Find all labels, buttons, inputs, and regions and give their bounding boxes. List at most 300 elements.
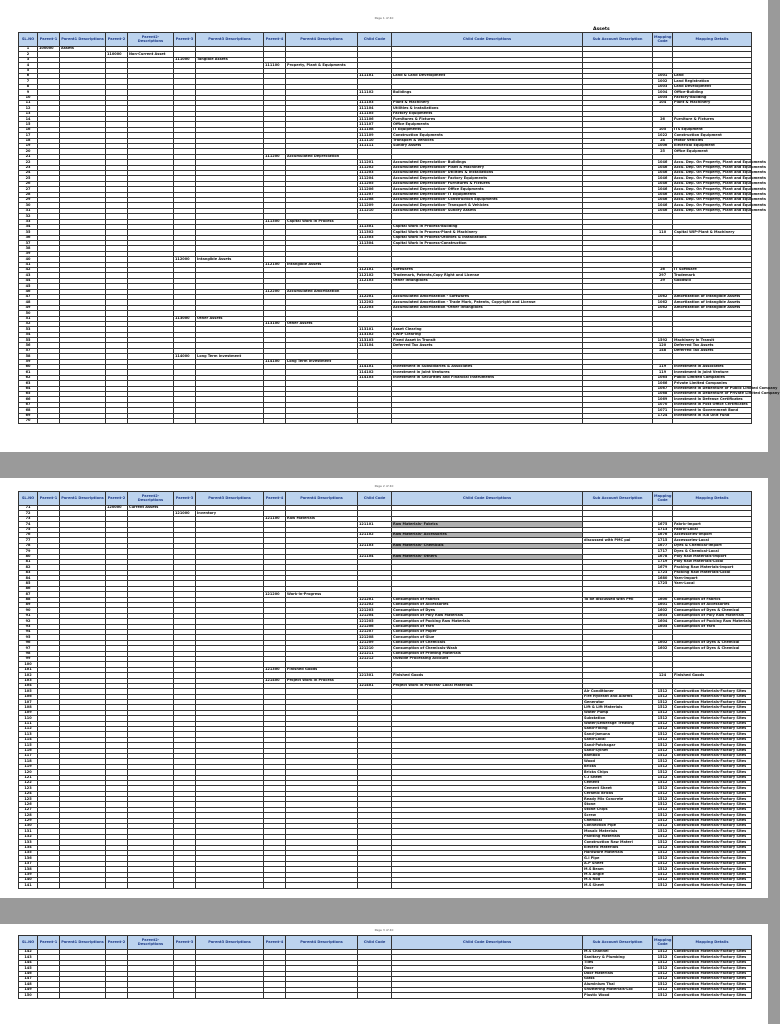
cell-mapping-details: Construction Materials-Factory Sites xyxy=(673,716,752,721)
cell-mapping-details: Accu. Dep. On Property, Plant and Equipments xyxy=(674,175,766,180)
cell-child-desc: Consumption of Dyes xyxy=(392,608,583,613)
cell-mapping-details: Investment in Debenture of Private Limited Company xyxy=(674,391,780,396)
cell-mapping-code: 1512 xyxy=(653,743,673,748)
cell-sl-no: 142 xyxy=(19,950,38,955)
cell-mapping-code: 105 xyxy=(653,127,673,132)
header-child-code: Child Code xyxy=(358,936,392,950)
cell-child-code: 121401 xyxy=(358,683,392,688)
cell-mapping-details: Construction Materials-Factory Sites xyxy=(673,877,752,882)
cell-sl-no: 115 xyxy=(19,743,38,748)
cell-mapping-code: 1512 xyxy=(653,807,673,812)
header-row xyxy=(19,33,752,47)
cell-sl-no: 27 xyxy=(19,187,38,192)
cell-mapping-details: Construction Materials-Factory Sites xyxy=(673,818,752,823)
cell-mapping-code: 1512 xyxy=(653,872,673,877)
cell-child-desc: Project Work in Process- Local Materials xyxy=(392,683,583,688)
cell-mapping-code: 1005 xyxy=(653,95,673,100)
sheet-page-1 xyxy=(0,0,780,452)
cell-sl-no: 72 xyxy=(19,511,38,516)
cell-sl-no: 41 xyxy=(19,262,38,267)
sheet-page-3 xyxy=(0,924,768,1024)
cell-parent-3: 112000 xyxy=(174,257,196,262)
cell-sub-account-desc: Hardware Materials xyxy=(583,851,653,856)
cell-child-code: 121212 xyxy=(358,656,392,661)
cell-mapping-code: 1046 xyxy=(653,197,673,202)
cell-mapping-details: Consumption of Fabrics xyxy=(673,597,752,602)
cell-mapping-code: 1067 xyxy=(653,386,673,391)
cell-parent-4: 112200 xyxy=(264,289,286,294)
header-parent-1-desc: Parent1 Descriptions xyxy=(60,936,106,950)
cell-mapping-code: 1512 xyxy=(653,764,673,769)
cell-sl-no: 10 xyxy=(19,95,38,100)
cell-mapping-code: 1512 xyxy=(653,705,673,710)
cell-sub-account-desc: Bricks xyxy=(583,764,653,769)
cell-sub-account-desc: discussed with PMC pol xyxy=(583,538,653,543)
cell-child-desc: Accumulated Depreciation- Office Equipments xyxy=(392,187,583,192)
cell-mapping-code: 1065 xyxy=(653,375,673,380)
cell-mapping-code: 1602 xyxy=(653,640,673,645)
cell-mapping-code: 1046 xyxy=(653,181,673,186)
cell-sl-no: 86 xyxy=(19,586,38,591)
cell-sub-account-desc: Air Conditioner xyxy=(583,689,653,694)
cell-mapping-details: Construction Materials-Factory Sites xyxy=(673,966,752,971)
cell-child-desc: Capital Work in Process-Construction xyxy=(392,241,583,246)
cell-sl-no: 123 xyxy=(19,786,38,791)
cell-sl-no: 63 xyxy=(19,381,38,386)
cell-mapping-details: Accu. Dep. On Property, Plant and Equipments xyxy=(674,208,766,213)
table-row xyxy=(19,993,752,998)
cell-child-desc: Accumulated Depreciation- Construction Equipments xyxy=(392,197,583,202)
cell-child-code: 113101 xyxy=(358,327,392,332)
cell-sl-no: 60 xyxy=(19,365,38,370)
cell-sl-no: 14 xyxy=(19,117,38,122)
cell-child-desc: Consumption of Chemicals xyxy=(392,640,583,645)
cell-mapping-details: Construction Materials-Factory Sites xyxy=(673,872,752,877)
cell-sub-account-desc: Lift & Lift Materials xyxy=(583,705,653,710)
cell-mapping-code: 1512 xyxy=(653,834,673,839)
header-parent-3-desc: Parent3 Descriptions xyxy=(196,492,264,506)
cell-parent-2: 120000 xyxy=(106,506,128,511)
cell-sl-no: 11 xyxy=(19,100,38,105)
cell-sl-no: 71 xyxy=(19,506,38,511)
cell-child-desc: Accumulated Amortization - Trade Mark, Patents, Copyright and License xyxy=(392,300,583,305)
cell-mapping-details: Construction Materials-Factory Sites xyxy=(673,689,752,694)
cell-mapping-details: Construction Materials-Factory Sites xyxy=(673,748,752,753)
cell-child-desc: Construction Equipments xyxy=(392,133,583,138)
cell-mapping-details: Fabric-Local xyxy=(673,527,752,532)
cell-sl-no: 61 xyxy=(19,370,38,375)
cell-sl-no: 137 xyxy=(19,861,38,866)
cell-sub-account-desc: M.S Angle xyxy=(583,872,653,877)
cell-sl-no: 15 xyxy=(19,122,38,127)
cell-sl-no: 50 xyxy=(19,311,38,316)
cell-mapping-code: 1679 xyxy=(653,565,673,570)
cell-mapping-code: 1604 xyxy=(653,619,673,624)
cell-mapping-details: Private Limited Companies xyxy=(673,381,752,386)
cell-sl-no: 107 xyxy=(19,700,38,705)
cell-child-desc: Accumulated Depreciation- Plant & Machinery xyxy=(392,165,583,170)
cell-child-code: 121104 xyxy=(358,554,392,559)
cell-sl-no: 127 xyxy=(19,807,38,812)
cell-parent-3: 111000 xyxy=(174,57,196,62)
header-parent-3: Parent-3 xyxy=(174,33,196,47)
cell-mapping-code: 1066 xyxy=(653,381,673,386)
cell-child-desc: Deferred Tax Assets xyxy=(392,343,583,348)
cell-mapping-code: 104 xyxy=(653,100,673,105)
cell-parent-3: 113000 xyxy=(174,316,196,321)
cell-sl-no: 79 xyxy=(19,549,38,554)
cell-child-code: 121204 xyxy=(358,613,392,618)
cell-child-code: 112101 xyxy=(358,268,392,273)
cell-sl-no: 62 xyxy=(19,375,38,380)
cell-sl-no: 54 xyxy=(19,332,38,337)
cell-mapping-details: Accessories-Local xyxy=(673,538,752,543)
cell-mapping-code: 1601 xyxy=(653,603,673,608)
cell-mapping-details: Construction Materials-Factory Sites xyxy=(673,829,752,834)
cell-sl-no: 125 xyxy=(19,797,38,802)
cell-child-desc: Capital Work in Process-Plant & Machinery xyxy=(392,230,583,235)
header-parent-3-desc: Parent3 Descriptions xyxy=(196,33,264,47)
cell-mapping-code: 1512 xyxy=(653,960,673,965)
cell-sub-account-desc: Substation xyxy=(583,716,653,721)
cell-child-code: 113104 xyxy=(358,343,392,348)
cell-sl-no: 31 xyxy=(19,208,38,213)
cell-parent-3-desc xyxy=(196,883,264,888)
cell-mapping-details: Investment in Joint Venture xyxy=(673,370,752,375)
cell-child-desc: Furnitures & Fixtures xyxy=(392,117,583,122)
cell-parent-2-desc xyxy=(128,993,174,998)
cell-sub-account-desc: Door xyxy=(583,966,653,971)
cell-sl-no: 67 xyxy=(19,402,38,407)
cell-sl-no: 116 xyxy=(19,748,38,753)
cell-mapping-details: Construction Materials-Factory Sites xyxy=(673,770,752,775)
cell-parent-3-desc: Long Term Investment xyxy=(196,354,264,359)
cell-parent-4-desc: Other Assets xyxy=(286,321,358,326)
cell-sl-no: 16 xyxy=(19,127,38,132)
cell-child-code: 111104 xyxy=(358,106,392,111)
cell-child-desc: Consumption of Accessories xyxy=(392,603,583,608)
cell-child-code: 111101 xyxy=(358,73,392,78)
cell-sl-no: 37 xyxy=(19,241,38,246)
cell-mapping-details: Consumption of Poly Raw Materials xyxy=(673,613,752,618)
cell-sl-no: 92 xyxy=(19,619,38,624)
cell-child-code: 112201 xyxy=(358,294,392,299)
cell-mapping-code: 1512 xyxy=(653,748,673,753)
cell-parent-3: 121000 xyxy=(174,511,196,516)
cell-mapping-code: 1715 xyxy=(653,538,673,543)
cell-mapping-details: Accu. Dep. On Property, Plant and Equipments xyxy=(674,159,766,164)
cell-sl-no: 83 xyxy=(19,570,38,575)
cell-sub-account-desc: Cement xyxy=(583,780,653,785)
cell-sl-no: 93 xyxy=(19,624,38,629)
cell-mapping-code: 1512 xyxy=(653,797,673,802)
cell-mapping-code: 1512 xyxy=(653,775,673,780)
cell-sl-no: 130 xyxy=(19,824,38,829)
cell-child-desc: Raw Materials- Accessories xyxy=(392,532,583,537)
cell-sub-account-desc xyxy=(583,418,653,423)
cell-mapping-code: 1512 xyxy=(653,813,673,818)
cell-child-code: 111207 xyxy=(358,192,392,197)
cell-sl-no: 106 xyxy=(19,694,38,699)
cell-sub-account-desc: Fire Hydrant and Alarms xyxy=(583,694,653,699)
cell-child-code: 113103 xyxy=(358,338,392,343)
cell-mapping-details: IT Software xyxy=(673,268,752,273)
cell-sl-no: 143 xyxy=(19,955,38,960)
cell-sub-account-desc: C.I Sheet xyxy=(583,775,653,780)
cell-parent-3 xyxy=(174,883,196,888)
cell-sl-no: 33 xyxy=(19,219,38,224)
cell-mapping-code: 1046 xyxy=(653,192,673,197)
cell-sl-no: 134 xyxy=(19,845,38,850)
cell-child-desc: Capital Work in Process-Utilities & Installations xyxy=(392,235,583,240)
cell-child-code: 111204 xyxy=(358,176,392,181)
cell-parent-4-desc: Accumulated Amortization xyxy=(286,289,358,294)
cell-sl-no: 73 xyxy=(19,516,38,521)
cell-mapping-details: Construction Materials-Factory Sites xyxy=(673,743,752,748)
cell-parent-4: 111300 xyxy=(264,219,286,224)
cell-sl-no: 122 xyxy=(19,780,38,785)
cell-sl-no: 2 xyxy=(19,52,38,57)
cell-mapping-details: Land xyxy=(673,73,752,78)
cell-sl-no: 7 xyxy=(19,79,38,84)
cell-sl-no: 84 xyxy=(19,576,38,581)
cell-mapping-details: Consumption of Dyes & Chemical xyxy=(673,608,752,613)
cell-sl-no: 13 xyxy=(19,111,38,116)
cell-mapping-details: Construction Materials-Factory Sites xyxy=(673,775,752,780)
header-parent-2: Parent-2 xyxy=(106,936,128,950)
cell-mapping-details: Accu. Dep. On Property, Plant and Equipments xyxy=(674,202,766,207)
cell-mapping-details: Investment in Debenture of Public Limited Company xyxy=(674,386,778,391)
cell-mapping-details: Construction Equipment xyxy=(673,133,752,138)
cell-child-desc: Raw Materials- Others xyxy=(392,554,583,559)
cell-mapping-details: Finished Goods xyxy=(673,673,752,678)
cell-mapping-code: 1512 xyxy=(653,791,673,796)
cell-child-desc: Other Intangibles xyxy=(392,278,583,283)
cell-parent-3 xyxy=(174,418,196,423)
page-number: Page 1 of 40 xyxy=(374,16,394,20)
cell-child-code: 114101 xyxy=(358,365,392,370)
cell-child-desc: Consumption of Packing Raw Materials xyxy=(392,619,583,624)
cell-mapping-details: Construction Materials-Factory Sites xyxy=(673,840,752,845)
cell-mapping-details: Accu. Dep. On Property, Plant and Equipments xyxy=(674,181,766,186)
header-parent-4-desc: Parent4 Descriptions xyxy=(286,33,358,47)
cell-mapping-code: 1046 xyxy=(653,170,673,175)
cell-child-code: 114102 xyxy=(358,370,392,375)
cell-mapping-code: 1600 xyxy=(653,597,673,602)
cell-sl-no: 66 xyxy=(19,397,38,402)
cell-parent-4-desc: Property, Plant & Equipments xyxy=(286,63,358,68)
cell-mapping-details: Construction Materials-Factory Sites xyxy=(673,813,752,818)
cell-sub-account-desc: Sand-Patchagar xyxy=(583,743,653,748)
cell-child-code: 121102 xyxy=(358,532,392,537)
cell-sub-account-desc: Electric Materials xyxy=(583,845,653,850)
cell-child-desc: Factory Equipments xyxy=(392,111,583,116)
cell-mapping-details: Construction Materials-Factory Sites xyxy=(673,732,752,737)
cell-mapping-details: Fabric-Import xyxy=(673,522,752,527)
cell-child-desc: Accumulated Depreciation- Sundry Assets xyxy=(392,208,583,213)
cell-sl-no: 17 xyxy=(19,133,38,138)
cell-parent-4 xyxy=(264,883,286,888)
cell-mapping-details: Motor Vehicles xyxy=(673,138,752,143)
cell-sl-no: 64 xyxy=(19,386,38,391)
cell-child-code: 121103 xyxy=(358,543,392,548)
cell-parent-1 xyxy=(38,993,60,998)
cell-mapping-details: Consumption of Yarn xyxy=(673,624,752,629)
cell-parent-1-desc: Assets xyxy=(60,47,106,52)
cell-child-code: 111111 xyxy=(358,144,392,149)
header-mapping-code: Mapping Code xyxy=(653,492,673,506)
cell-mapping-code: 1512 xyxy=(653,877,673,882)
cell-sl-no: 128 xyxy=(19,813,38,818)
cell-sub-account-desc: Tiles xyxy=(583,960,653,965)
cell-sl-no: 88 xyxy=(19,597,38,602)
header-parent-2-desc: Parent2- Descriptions xyxy=(128,33,174,47)
cell-sl-no: 100 xyxy=(19,662,38,667)
cell-parent-3-desc: Tangible Assets xyxy=(196,57,264,62)
cell-child-code: 111105 xyxy=(358,111,392,116)
cell-mapping-code: 1512 xyxy=(653,856,673,861)
cell-child-desc: Consumption of Poly Raw Materials xyxy=(392,613,583,618)
cell-parent-2 xyxy=(106,418,128,423)
cell-mapping-code: 1512 xyxy=(653,883,673,888)
cell-mapping-details: Investment in Defense Certificates xyxy=(673,397,752,402)
cell-child-code: 121205 xyxy=(358,619,392,624)
cell-mapping-code: 297 xyxy=(653,273,673,278)
cell-parent-4-desc xyxy=(286,418,358,423)
cell-mapping-code: 1512 xyxy=(653,721,673,726)
cell-sl-no: 35 xyxy=(19,230,38,235)
cell-sl-no: 44 xyxy=(19,278,38,283)
cell-sl-no: 49 xyxy=(19,305,38,310)
cell-sl-no: 53 xyxy=(19,327,38,332)
cell-sub-account-desc: To be discussed with PMI xyxy=(583,597,653,602)
cell-sub-account-desc: Sand-Sylhet xyxy=(583,748,653,753)
cell-sl-no: 20 xyxy=(19,149,38,154)
cell-parent-3 xyxy=(174,993,196,998)
header-child-desc: Child Code Descriptions xyxy=(392,492,583,506)
cell-sl-no: 1 xyxy=(19,47,38,52)
cell-mapping-code: 1062 xyxy=(653,305,673,310)
table-row xyxy=(19,883,752,888)
cell-sl-no: 149 xyxy=(19,987,38,992)
cell-parent-1: 100000 xyxy=(38,47,60,52)
cell-mapping-details xyxy=(673,418,752,423)
cell-sl-no: 147 xyxy=(19,976,38,981)
cell-sl-no: 8 xyxy=(19,84,38,89)
cell-child-code: 111202 xyxy=(358,165,392,170)
cell-sl-no: 85 xyxy=(19,581,38,586)
cell-sl-no: 26 xyxy=(19,181,38,186)
cell-mapping-code: 26 xyxy=(653,117,673,122)
cell-sl-no: 43 xyxy=(19,273,38,278)
cell-mapping-details: Construction Materials-Factory Sites xyxy=(673,960,752,965)
cell-mapping-details: Accu. Dep. On Property, Plant and Equipments xyxy=(674,165,766,170)
cell-mapping-code: 1512 xyxy=(653,770,673,775)
cell-parent-4 xyxy=(264,418,286,423)
cell-parent-4: 121300 xyxy=(264,667,286,672)
cell-child-desc: Raw Materials- Chemicals xyxy=(392,543,583,548)
cell-sl-no: 77 xyxy=(19,538,38,543)
cell-sub-account-desc: Sand-Jamuna xyxy=(583,732,653,737)
cell-sl-no: 40 xyxy=(19,257,38,262)
cell-child-code: 121211 xyxy=(358,651,392,656)
cell-mapping-details: Construction Materials-Factory Sites xyxy=(673,721,752,726)
cell-sl-no: 34 xyxy=(19,224,38,229)
cell-child-code: 111109 xyxy=(358,133,392,138)
header-sub-account-desc: Sub Account Description xyxy=(583,492,653,506)
cell-child-desc: Transport & Vehicles xyxy=(392,138,583,143)
header-parent-1-desc: Parent1 Descriptions xyxy=(60,33,106,47)
cell-sub-account-desc: M.S Beam xyxy=(583,867,653,872)
cell-child-desc: Investment in Joint Ventures xyxy=(392,370,583,375)
cell-mapping-code: 124 xyxy=(653,673,673,678)
cell-mapping-code: 1512 xyxy=(653,716,673,721)
header-parent-1: Parent-1 xyxy=(38,492,60,506)
cell-sl-no: 102 xyxy=(19,673,38,678)
cell-mapping-code: 1006 xyxy=(653,144,673,149)
header-mapping-details: Mapping Details xyxy=(673,492,752,506)
cell-sl-no: 19 xyxy=(19,144,38,149)
cell-sub-account-desc: Water/Sewerage Treating xyxy=(583,721,653,726)
cell-mapping-code: 1001 xyxy=(653,73,673,78)
cell-mapping-code: 1602 xyxy=(653,608,673,613)
cell-mapping-details: Construction Materials-Factory Sites xyxy=(673,753,752,758)
cell-sl-no: 51 xyxy=(19,316,38,321)
cell-mapping-code: 1068 xyxy=(653,392,673,397)
cell-sl-no: 148 xyxy=(19,982,38,987)
cell-sl-no: 52 xyxy=(19,321,38,326)
cell-sl-no: 65 xyxy=(19,392,38,397)
cell-parent-2-desc xyxy=(128,883,174,888)
header-child-code: Child Code xyxy=(358,33,392,47)
header-sub-account-desc: Sub Account Description xyxy=(583,33,653,47)
cell-sl-no: 23 xyxy=(19,165,38,170)
cell-mapping-details: Construction Materials-Factory Sites xyxy=(673,955,752,960)
cell-mapping-code: 29 xyxy=(653,278,673,283)
cell-child-desc: Trademark, Patents,Copy Right and License xyxy=(392,273,583,278)
cell-mapping-code: 1678 xyxy=(653,554,673,559)
cell-sl-no: 45 xyxy=(19,284,38,289)
section-title: Assets xyxy=(593,27,610,32)
cell-sl-no: 150 xyxy=(19,993,38,998)
cell-child-desc: Softwares xyxy=(392,268,583,273)
cell-sub-account-desc: Sanitary & Plumbing xyxy=(583,955,653,960)
cell-mapping-code: 1512 xyxy=(653,993,673,998)
cell-mapping-code: 1605 xyxy=(653,624,673,629)
cell-sl-no: 129 xyxy=(19,818,38,823)
cell-mapping-details: Land Development xyxy=(673,84,752,89)
cell-mapping-code: 1512 xyxy=(653,753,673,758)
cell-sl-no: 135 xyxy=(19,851,38,856)
cell-sl-no: 98 xyxy=(19,651,38,656)
cell-mapping-code: 119 xyxy=(653,365,673,370)
cell-sub-account-desc: Plastic Wood xyxy=(583,993,653,998)
cell-mapping-details: Dyes & Chemical-Local xyxy=(673,549,752,554)
header-parent-4: Parent-4 xyxy=(264,936,286,950)
cell-mapping-details: Construction Materials-Factory Sites xyxy=(673,807,752,812)
cell-mapping-details: Construction Materials-Factory Sites xyxy=(673,710,752,715)
cell-mapping-details: Construction Materials-Factory Sites xyxy=(673,982,752,987)
cell-mapping-details: Construction Materials-Factory Sites xyxy=(673,764,752,769)
cell-mapping-details: Office Equipment xyxy=(673,149,752,154)
cell-mapping-details: Accu. Dep. On Property, Plant and Equipments xyxy=(674,186,766,191)
cell-child-code: 121202 xyxy=(358,603,392,608)
cell-sub-account-desc: G.I Pipe xyxy=(583,856,653,861)
cell-child-code: 112103 xyxy=(358,278,392,283)
cell-sl-no: 69 xyxy=(19,413,38,418)
cell-sl-no: 6 xyxy=(19,73,38,78)
cell-child-desc: Office Equipments xyxy=(392,122,583,127)
